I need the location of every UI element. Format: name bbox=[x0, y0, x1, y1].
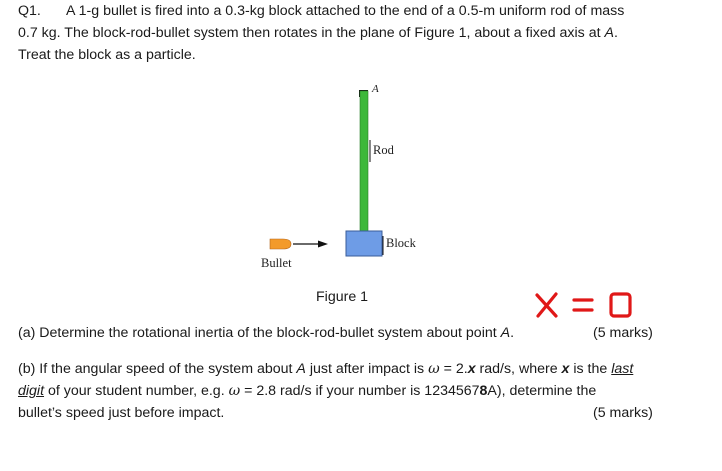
question-line-2: 0.7 kg. The block-rod-bullet system then rotates in the plane of Figure 1, about a fixed axis at A. bbox=[18, 25, 618, 41]
question-line-1: A 1-g bullet is fired into a 0.3-kg block attached to the end of a 0.5-m uniform rod of mass bbox=[66, 3, 625, 19]
part-b-line-2: digit of your student number, e.g. ω = 2.8 rad/s if your number is 12345678A), determine the bbox=[18, 383, 597, 399]
part-a-text: (a) Determine the rotational inertia of the block-rod-bullet system about point A. bbox=[18, 325, 515, 341]
axis-label-a: A bbox=[372, 83, 379, 95]
rod-label: Rod bbox=[373, 143, 394, 157]
arrow-head bbox=[318, 241, 328, 248]
part-b-line-3: bullet’s speed just before impact. bbox=[18, 405, 225, 421]
bullet bbox=[270, 239, 291, 249]
block-label: Block bbox=[386, 236, 416, 250]
block bbox=[346, 231, 382, 256]
question-line-3: Treat the block as a particle. bbox=[18, 47, 196, 63]
rod bbox=[360, 91, 368, 232]
part-b-marks: (5 marks) bbox=[593, 405, 653, 421]
handwritten-x-equals-0 bbox=[537, 294, 630, 316]
bullet-label: Bullet bbox=[261, 256, 292, 270]
figure-caption: Figure 1 bbox=[316, 289, 369, 305]
part-b-line-1: (b) If the angular speed of the system about A just after impact is ω = 2.x rad/s, where x is the last bbox=[18, 361, 634, 377]
part-a-marks: (5 marks) bbox=[593, 325, 653, 341]
question-number: Q1. bbox=[18, 3, 41, 19]
